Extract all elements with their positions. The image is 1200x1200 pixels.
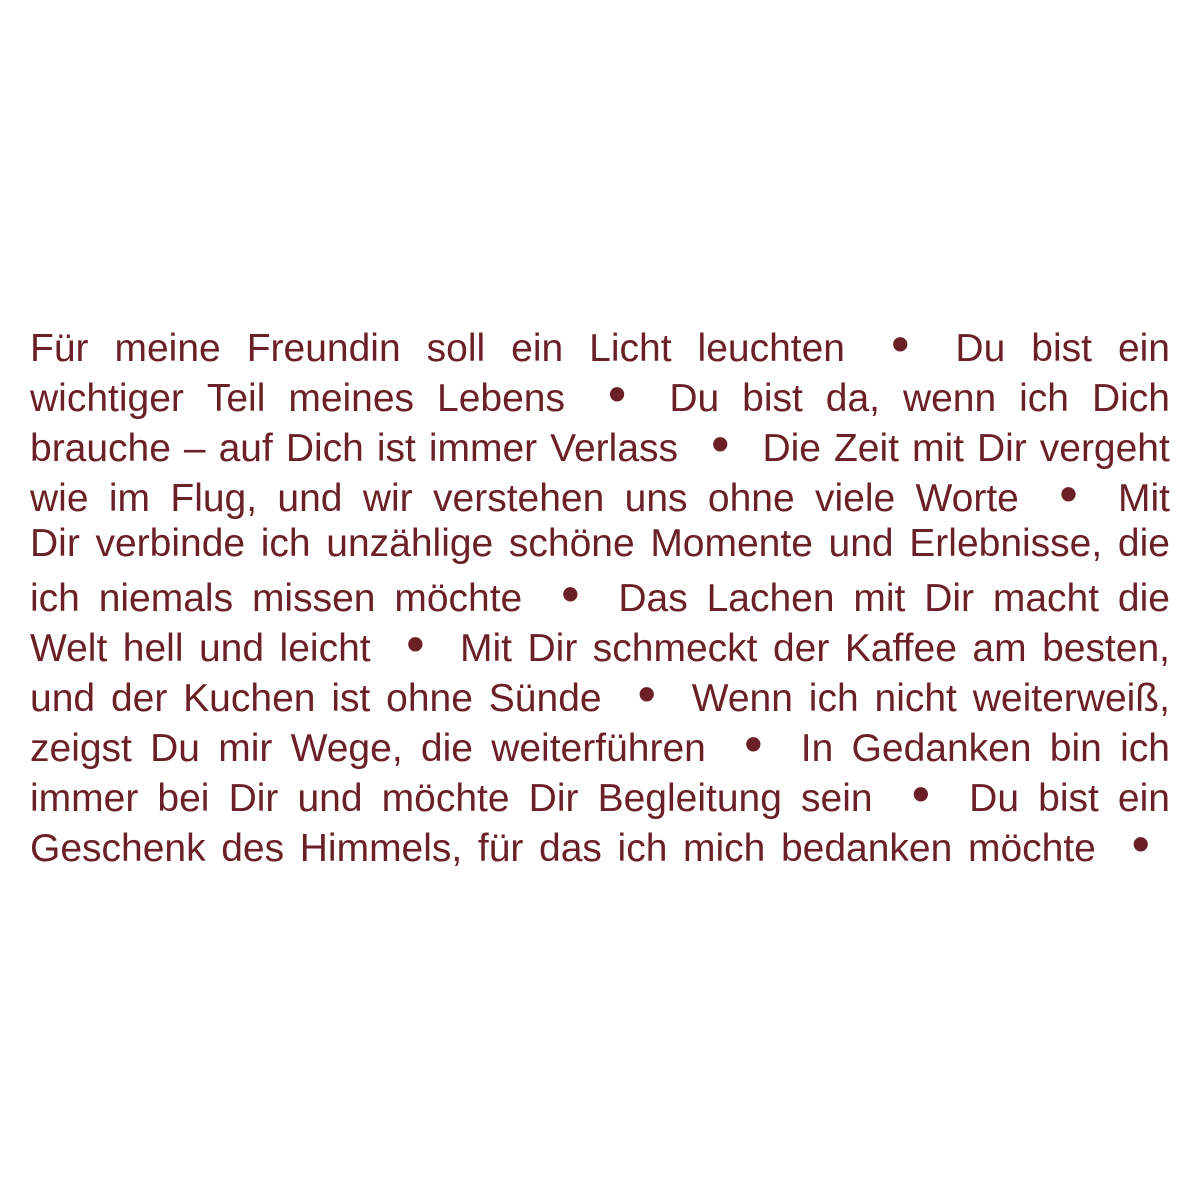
word: Lebens <box>437 377 565 420</box>
word: ich <box>1019 377 1069 420</box>
word: schmeckt <box>592 627 758 670</box>
word: immer <box>428 427 538 470</box>
word: ein <box>1117 327 1170 370</box>
word: Dich <box>1091 377 1170 420</box>
word: möchte <box>967 827 1096 870</box>
text-line <box>30 365 1170 424</box>
word: ich <box>1120 727 1170 770</box>
word: mit <box>853 577 906 620</box>
quote-paragraph <box>30 315 1170 874</box>
word: ist <box>331 677 371 720</box>
word: schöne <box>508 522 635 565</box>
word: Die <box>762 427 821 470</box>
word: die <box>1117 522 1170 565</box>
text-line <box>30 465 1170 524</box>
word: In <box>800 727 834 770</box>
word: immer <box>30 777 139 820</box>
word: zeigst <box>30 727 132 770</box>
word: im <box>108 477 151 520</box>
word: ich <box>260 522 311 565</box>
word: Verlass <box>550 427 679 470</box>
word: Begleitung <box>597 777 782 820</box>
bullet-separator: • <box>1059 465 1078 524</box>
bullet-separator: • <box>890 315 910 374</box>
word: Mit <box>460 627 512 670</box>
word: Wenn <box>691 677 793 720</box>
word: das <box>539 827 602 870</box>
word: ein <box>511 327 564 370</box>
word: nicht <box>874 677 957 720</box>
word: des <box>221 827 285 870</box>
word: wenn <box>902 377 997 420</box>
word: Dir <box>30 522 80 565</box>
word: missen <box>251 577 376 620</box>
word: und <box>277 477 343 520</box>
text-line <box>30 315 1170 374</box>
word: Dir <box>924 577 975 620</box>
word: Mit <box>1117 477 1170 520</box>
word: mich <box>683 827 766 870</box>
word: Du <box>669 377 720 420</box>
word: für <box>477 827 524 870</box>
word: Licht <box>589 327 672 370</box>
word: macht <box>992 577 1100 620</box>
word: ein <box>1117 777 1170 820</box>
word: und <box>297 777 363 820</box>
bullet-separator: • <box>561 565 580 624</box>
word: Für <box>30 327 89 370</box>
word: möchte <box>381 777 510 820</box>
word: ich <box>617 827 668 870</box>
word: möchte <box>394 577 523 620</box>
word: Dir <box>527 627 578 670</box>
word: ohne <box>386 677 473 720</box>
word: Himmels, <box>299 827 463 870</box>
word: der <box>772 627 830 670</box>
word: leuchten <box>697 327 845 370</box>
bullet-separator: • <box>744 715 763 774</box>
word: wichtiger <box>30 377 184 420</box>
word: niemals <box>98 577 234 620</box>
word: Dir <box>228 777 279 820</box>
word: der <box>110 677 168 720</box>
word: Kuchen <box>183 677 316 720</box>
word: sein <box>801 777 873 820</box>
text-line <box>30 815 1170 874</box>
word: meine <box>114 327 221 370</box>
bullet-separator: • <box>406 615 425 674</box>
word: auf <box>218 427 273 470</box>
word: meines <box>288 377 415 420</box>
word: weiterweiß, <box>972 677 1170 720</box>
word: Gedanken <box>851 727 1032 770</box>
word: soll <box>426 327 486 370</box>
word: Du <box>969 777 1020 820</box>
text-line <box>30 415 1170 474</box>
word: Dir <box>976 427 1027 470</box>
word: wir <box>362 477 413 520</box>
word: viele <box>814 477 896 520</box>
word: besten, <box>1042 627 1170 670</box>
word: bin <box>1049 727 1102 770</box>
word: – <box>183 427 206 470</box>
word: ohne <box>707 477 795 520</box>
word: Dich <box>285 427 364 470</box>
word: wie <box>30 477 89 520</box>
word: ich <box>30 577 80 620</box>
word: bei <box>157 777 210 820</box>
word: weiterführen <box>491 727 706 770</box>
word: Sünde <box>488 677 602 720</box>
word: Flug, <box>170 477 258 520</box>
word: hell <box>122 627 184 670</box>
word: Geschenk <box>30 827 206 870</box>
word: am <box>972 627 1027 670</box>
text-line <box>30 565 1170 624</box>
word: Kaffee <box>844 627 957 670</box>
word: Erlebnisse, <box>909 522 1103 565</box>
word: Lachen <box>706 577 835 620</box>
word: die <box>420 727 473 770</box>
word: Worte <box>915 477 1019 520</box>
word: uns <box>624 477 688 520</box>
text-line <box>30 765 1170 824</box>
word: bist <box>742 377 803 420</box>
word: Momente <box>650 522 813 565</box>
bullet-separator: • <box>911 765 931 824</box>
word: die <box>1117 577 1170 620</box>
word: leicht <box>279 627 371 670</box>
word: ich <box>808 677 859 720</box>
word: Wege, <box>290 727 403 770</box>
word: und <box>828 522 894 565</box>
word: brauche <box>30 427 171 470</box>
bullet-separator: • <box>711 415 730 474</box>
word: vergeht <box>1039 427 1170 470</box>
word: Dir <box>528 777 579 820</box>
word: Freundin <box>246 327 401 370</box>
text-line <box>30 715 1170 774</box>
word: und <box>30 677 96 720</box>
word: da, <box>825 377 880 420</box>
word: Welt <box>30 627 108 670</box>
bullet-separator: • <box>1131 815 1150 874</box>
bullet-separator: • <box>637 665 656 724</box>
bullet-separator: • <box>607 365 627 424</box>
word: verstehen <box>433 477 605 520</box>
text-line <box>30 519 1170 569</box>
word: bist <box>1031 327 1092 370</box>
word: ist <box>376 427 416 470</box>
word: mir <box>218 727 273 770</box>
word: Du <box>955 327 1006 370</box>
word: Zeit <box>833 427 899 470</box>
word: mit <box>911 427 964 470</box>
word: Das <box>618 577 688 620</box>
word: unzählige <box>326 522 494 565</box>
word: Teil <box>206 377 266 420</box>
text-line <box>30 665 1170 724</box>
word: bist <box>1038 777 1099 820</box>
text-line <box>30 615 1170 674</box>
word: und <box>198 627 265 670</box>
word: verbinde <box>95 522 246 565</box>
word: Du <box>150 727 200 770</box>
word: bedanken <box>780 827 953 870</box>
